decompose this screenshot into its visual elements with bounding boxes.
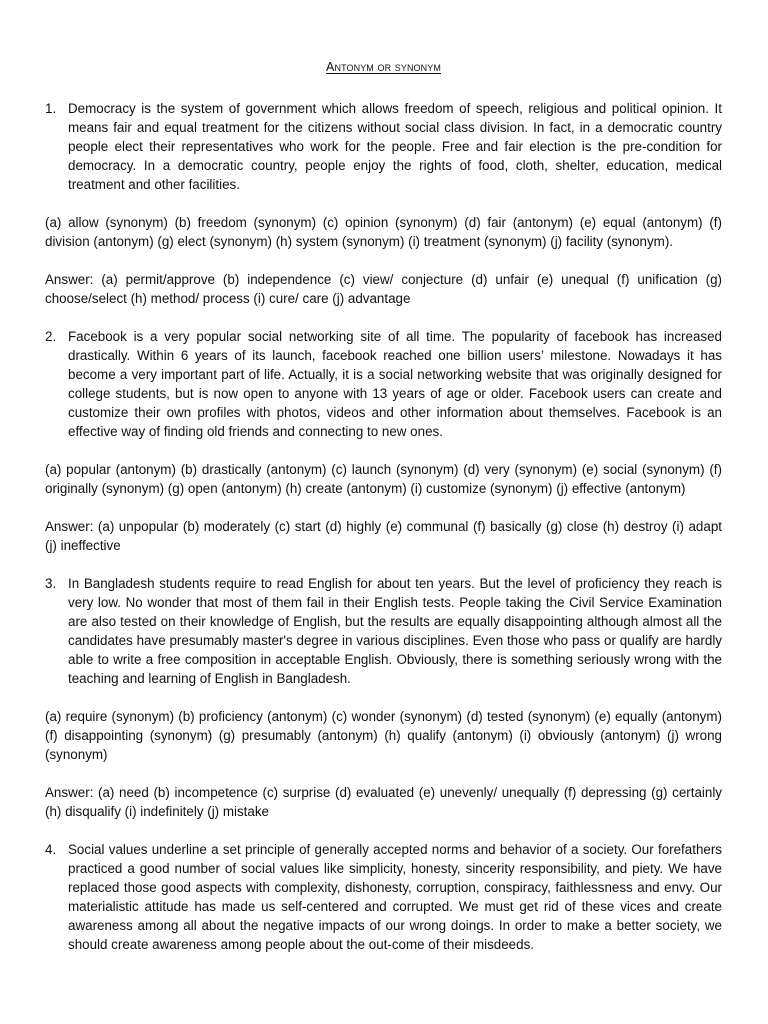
item-number-4: 4. [45, 842, 57, 857]
passage-3-text: In Bangladesh students require to read English for about ten years. But the level of proficiency they reach is very low. No wonder that most of them fail in their English tests. People taking the Civil Service Examination are also tested on their knowledge of English, but the results are equally disappointing although almost all the candidates have presumably master's degree in various disciplines. Even those who pass or qualify are hardly able to write a free composition in acceptable English. Obviously, there is something seriously wrong with the teaching and learning of English in Bangladesh. [68, 576, 722, 686]
passage-4-text: Social values underline a set principle of generally accepted norms and behavior of a society. Our forefathers practiced a good number of social values like simplicity, honesty, sincerity responsibility, and piety. We have replaced those good aspects with complexity, dishonesty, corruption, conspiracy, faithlessness and envy. Our materialistic attitude has made us self-centered and corrupted. We must get rid of these vices and create awareness among all about the negative impacts of our wrong doings. In order to make a better society, we should create awareness among people about the out-come of their misdeeds. [68, 842, 722, 952]
item-number-2: 2. [45, 329, 57, 344]
question-1: (a) allow (synonym) (b) freedom (synonym) (c) opinion (synonym) (d) fair (antonym) (e) equal (antonym) (f) division (antonym) (g) elect (synonym) (h) system (synonym) (i) treatment (synonym) (j) facility (synonym). [45, 215, 722, 249]
item-number-1: 1. [45, 101, 57, 116]
answer-2: Answer: (a) unpopular (b) moderately (c) start (d) highly (e) communal (f) basically (g) close (h) destroy (i) adapt (j) ineffective [45, 519, 722, 553]
answer-1: Answer: (a) permit/approve (b) independence (c) view/ conjecture (d) unfair (e) unequal (f) unification (g) choose/select (h) method/ process (i) cure/ care (j) advantage [45, 272, 722, 306]
passage-3 [45, 574, 722, 688]
question-2: (a) popular (antonym) (b) drastically (antonym) (c) launch (synonym) (d) very (synonym) (e) social (synonym) (f) originally (synonym) (g) open (antonym) (h) create (antonym) (i) customize (synonym) (j) effective (antonym) [45, 462, 722, 496]
question-3: (a) require (synonym) (b) proficiency (antonym) (c) wonder (synonym) (d) tested (synonym) (e) equally (antonym) (f) disappointing (synonym) (g) presumably (antonym) (h) qualify (antonym) (i) obviously (antonym) (j) wrong (synonym) [45, 709, 722, 762]
answer-3: Answer: (a) need (b) incompetence (c) surprise (d) evaluated (e) unevenly/ unequally (f) depressing (g) certainly (h) disqualify (i) indefinitely (j) mistake [45, 785, 722, 819]
passage-1-text: Democracy is the system of government which allows freedom of speech, religious and political opinion. It means fair and equal treatment for the citizens without social class division. In fact, in a democratic country people elect their representatives who work for the people. Free and fair election is the pre-condition for democracy. In a democratic country, people enjoy the rights of food, cloth, shelter, education, medical treatment and other facilities. [68, 101, 722, 192]
passage-1 [45, 99, 722, 194]
passage-2-text: Facebook is a very popular social networking site of all time. The popularity of facebook has increased drastically. Within 6 years of its launch, facebook reached one billion users’ milestone. Nowadays it has become a very important part of life. Actually, it is a social networking website that was originally designed for college students, but is now open to anyone with 13 years of age or older. Facebook users can create and customize their own profiles with photos, videos and other information about themselves. Facebook is an effective way of finding old friends and connecting to new ones. [68, 329, 722, 439]
passage-2 [45, 327, 722, 441]
passage-4 [45, 840, 722, 954]
page-title: Antonym or synonym [326, 60, 441, 74]
item-number-3: 3. [45, 576, 57, 591]
